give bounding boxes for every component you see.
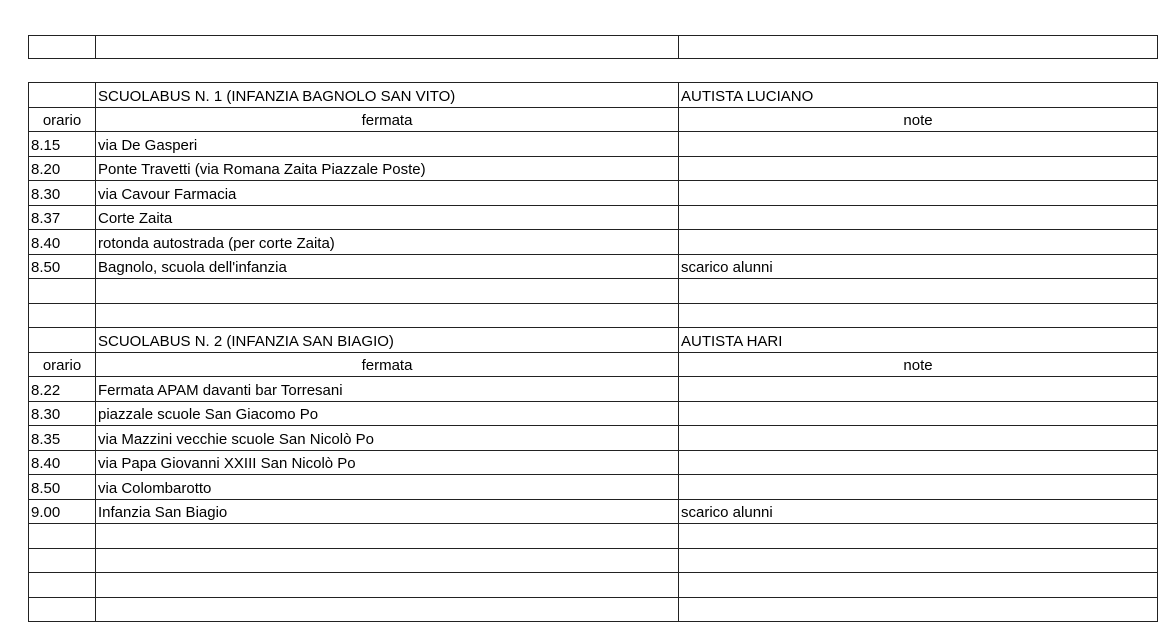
top-empty-table <box>28 35 1158 59</box>
stop-note[interactable] <box>679 401 1158 426</box>
table-cell[interactable] <box>679 524 1158 549</box>
table-cell[interactable] <box>679 279 1158 304</box>
stop-time[interactable]: 8.40 <box>29 450 96 475</box>
stop-name[interactable]: via Mazzini vecchie scuole San Nicolò Po <box>96 426 679 451</box>
table-cell[interactable] <box>29 524 96 549</box>
table-cell[interactable] <box>679 36 1158 59</box>
stop-name[interactable]: via Cavour Farmacia <box>96 181 679 206</box>
table-cell[interactable] <box>29 548 96 573</box>
stop-note[interactable]: scarico alunni <box>679 254 1158 279</box>
col-header-time[interactable]: orario <box>29 352 96 377</box>
stop-name[interactable]: piazzale scuole San Giacomo Po <box>96 401 679 426</box>
bus1-title[interactable]: SCUOLABUS N. 1 (INFANZIA BAGNOLO SAN VITO) <box>96 83 679 108</box>
bus1-column-header-row <box>29 107 1158 132</box>
stop-time[interactable]: 8.20 <box>29 156 96 181</box>
bus2-driver[interactable]: AUTISTA HARI <box>679 328 1158 353</box>
stop-time[interactable]: 8.35 <box>29 426 96 451</box>
stop-note[interactable] <box>679 181 1158 206</box>
col-header-stop[interactable]: fermata <box>96 352 679 377</box>
stop-name[interactable]: via Colombarotto <box>96 475 679 500</box>
col-header-note[interactable]: note <box>679 107 1158 132</box>
schedule-table <box>28 82 1158 622</box>
stop-note[interactable] <box>679 205 1158 230</box>
empty-row <box>29 597 1158 622</box>
table-cell[interactable] <box>96 548 679 573</box>
table-cell[interactable] <box>679 597 1158 622</box>
table-cell[interactable] <box>29 303 96 328</box>
stop-name[interactable]: Ponte Travetti (via Romana Zaita Piazzale Poste) <box>96 156 679 181</box>
table-row <box>29 230 1158 255</box>
table-cell[interactable] <box>96 303 679 328</box>
table-cell[interactable] <box>29 328 96 353</box>
table-cell[interactable] <box>29 597 96 622</box>
table-row <box>29 450 1158 475</box>
col-header-stop[interactable]: fermata <box>96 107 679 132</box>
table-cell[interactable] <box>679 303 1158 328</box>
table-row <box>29 205 1158 230</box>
table-cell[interactable] <box>29 573 96 598</box>
stop-note[interactable] <box>679 156 1158 181</box>
empty-row <box>29 524 1158 549</box>
table-cell[interactable] <box>679 548 1158 573</box>
stop-time[interactable]: 8.15 <box>29 132 96 157</box>
table-row <box>29 426 1158 451</box>
table-cell[interactable] <box>29 279 96 304</box>
stop-note[interactable]: scarico alunni <box>679 499 1158 524</box>
table-cell[interactable] <box>96 36 679 59</box>
col-header-note[interactable]: note <box>679 352 1158 377</box>
stop-time[interactable]: 8.30 <box>29 181 96 206</box>
table-row <box>29 401 1158 426</box>
stop-name[interactable]: Corte Zaita <box>96 205 679 230</box>
table-cell[interactable] <box>29 36 96 59</box>
col-header-time[interactable]: orario <box>29 107 96 132</box>
stop-time[interactable]: 8.22 <box>29 377 96 402</box>
stop-time[interactable]: 8.40 <box>29 230 96 255</box>
stop-note[interactable] <box>679 475 1158 500</box>
table-row <box>29 254 1158 279</box>
stop-time[interactable]: 8.50 <box>29 475 96 500</box>
table-row <box>29 156 1158 181</box>
table-row <box>29 36 1158 59</box>
table-cell[interactable] <box>96 597 679 622</box>
empty-row <box>29 573 1158 598</box>
bus2-column-header-row <box>29 352 1158 377</box>
stop-name[interactable]: Bagnolo, scuola dell'infanzia <box>96 254 679 279</box>
stop-note[interactable] <box>679 230 1158 255</box>
table-cell[interactable] <box>29 83 96 108</box>
table-row <box>29 181 1158 206</box>
stop-time[interactable]: 8.50 <box>29 254 96 279</box>
table-cell[interactable] <box>96 279 679 304</box>
table-cell[interactable] <box>96 524 679 549</box>
stop-time[interactable]: 8.37 <box>29 205 96 230</box>
stop-time[interactable]: 8.30 <box>29 401 96 426</box>
stop-name[interactable]: Infanzia San Biagio <box>96 499 679 524</box>
table-row <box>29 132 1158 157</box>
table-row <box>29 499 1158 524</box>
stop-note[interactable] <box>679 450 1158 475</box>
empty-row <box>29 303 1158 328</box>
stop-note[interactable] <box>679 426 1158 451</box>
bus2-header-row <box>29 328 1158 353</box>
empty-row <box>29 548 1158 573</box>
empty-row <box>29 279 1158 304</box>
bus2-title[interactable]: SCUOLABUS N. 2 (INFANZIA SAN BIAGIO) <box>96 328 679 353</box>
stop-name[interactable]: via Papa Giovanni XXIII San Nicolò Po <box>96 450 679 475</box>
table-row <box>29 377 1158 402</box>
stop-name[interactable]: via De Gasperi <box>96 132 679 157</box>
stop-name[interactable]: rotonda autostrada (per corte Zaita) <box>96 230 679 255</box>
stop-note[interactable] <box>679 132 1158 157</box>
table-cell[interactable] <box>96 573 679 598</box>
table-cell[interactable] <box>679 573 1158 598</box>
bus1-header-row <box>29 83 1158 108</box>
stop-note[interactable] <box>679 377 1158 402</box>
stop-time[interactable]: 9.00 <box>29 499 96 524</box>
table-row <box>29 475 1158 500</box>
stop-name[interactable]: Fermata APAM davanti bar Torresani <box>96 377 679 402</box>
bus1-driver[interactable]: AUTISTA LUCIANO <box>679 83 1158 108</box>
